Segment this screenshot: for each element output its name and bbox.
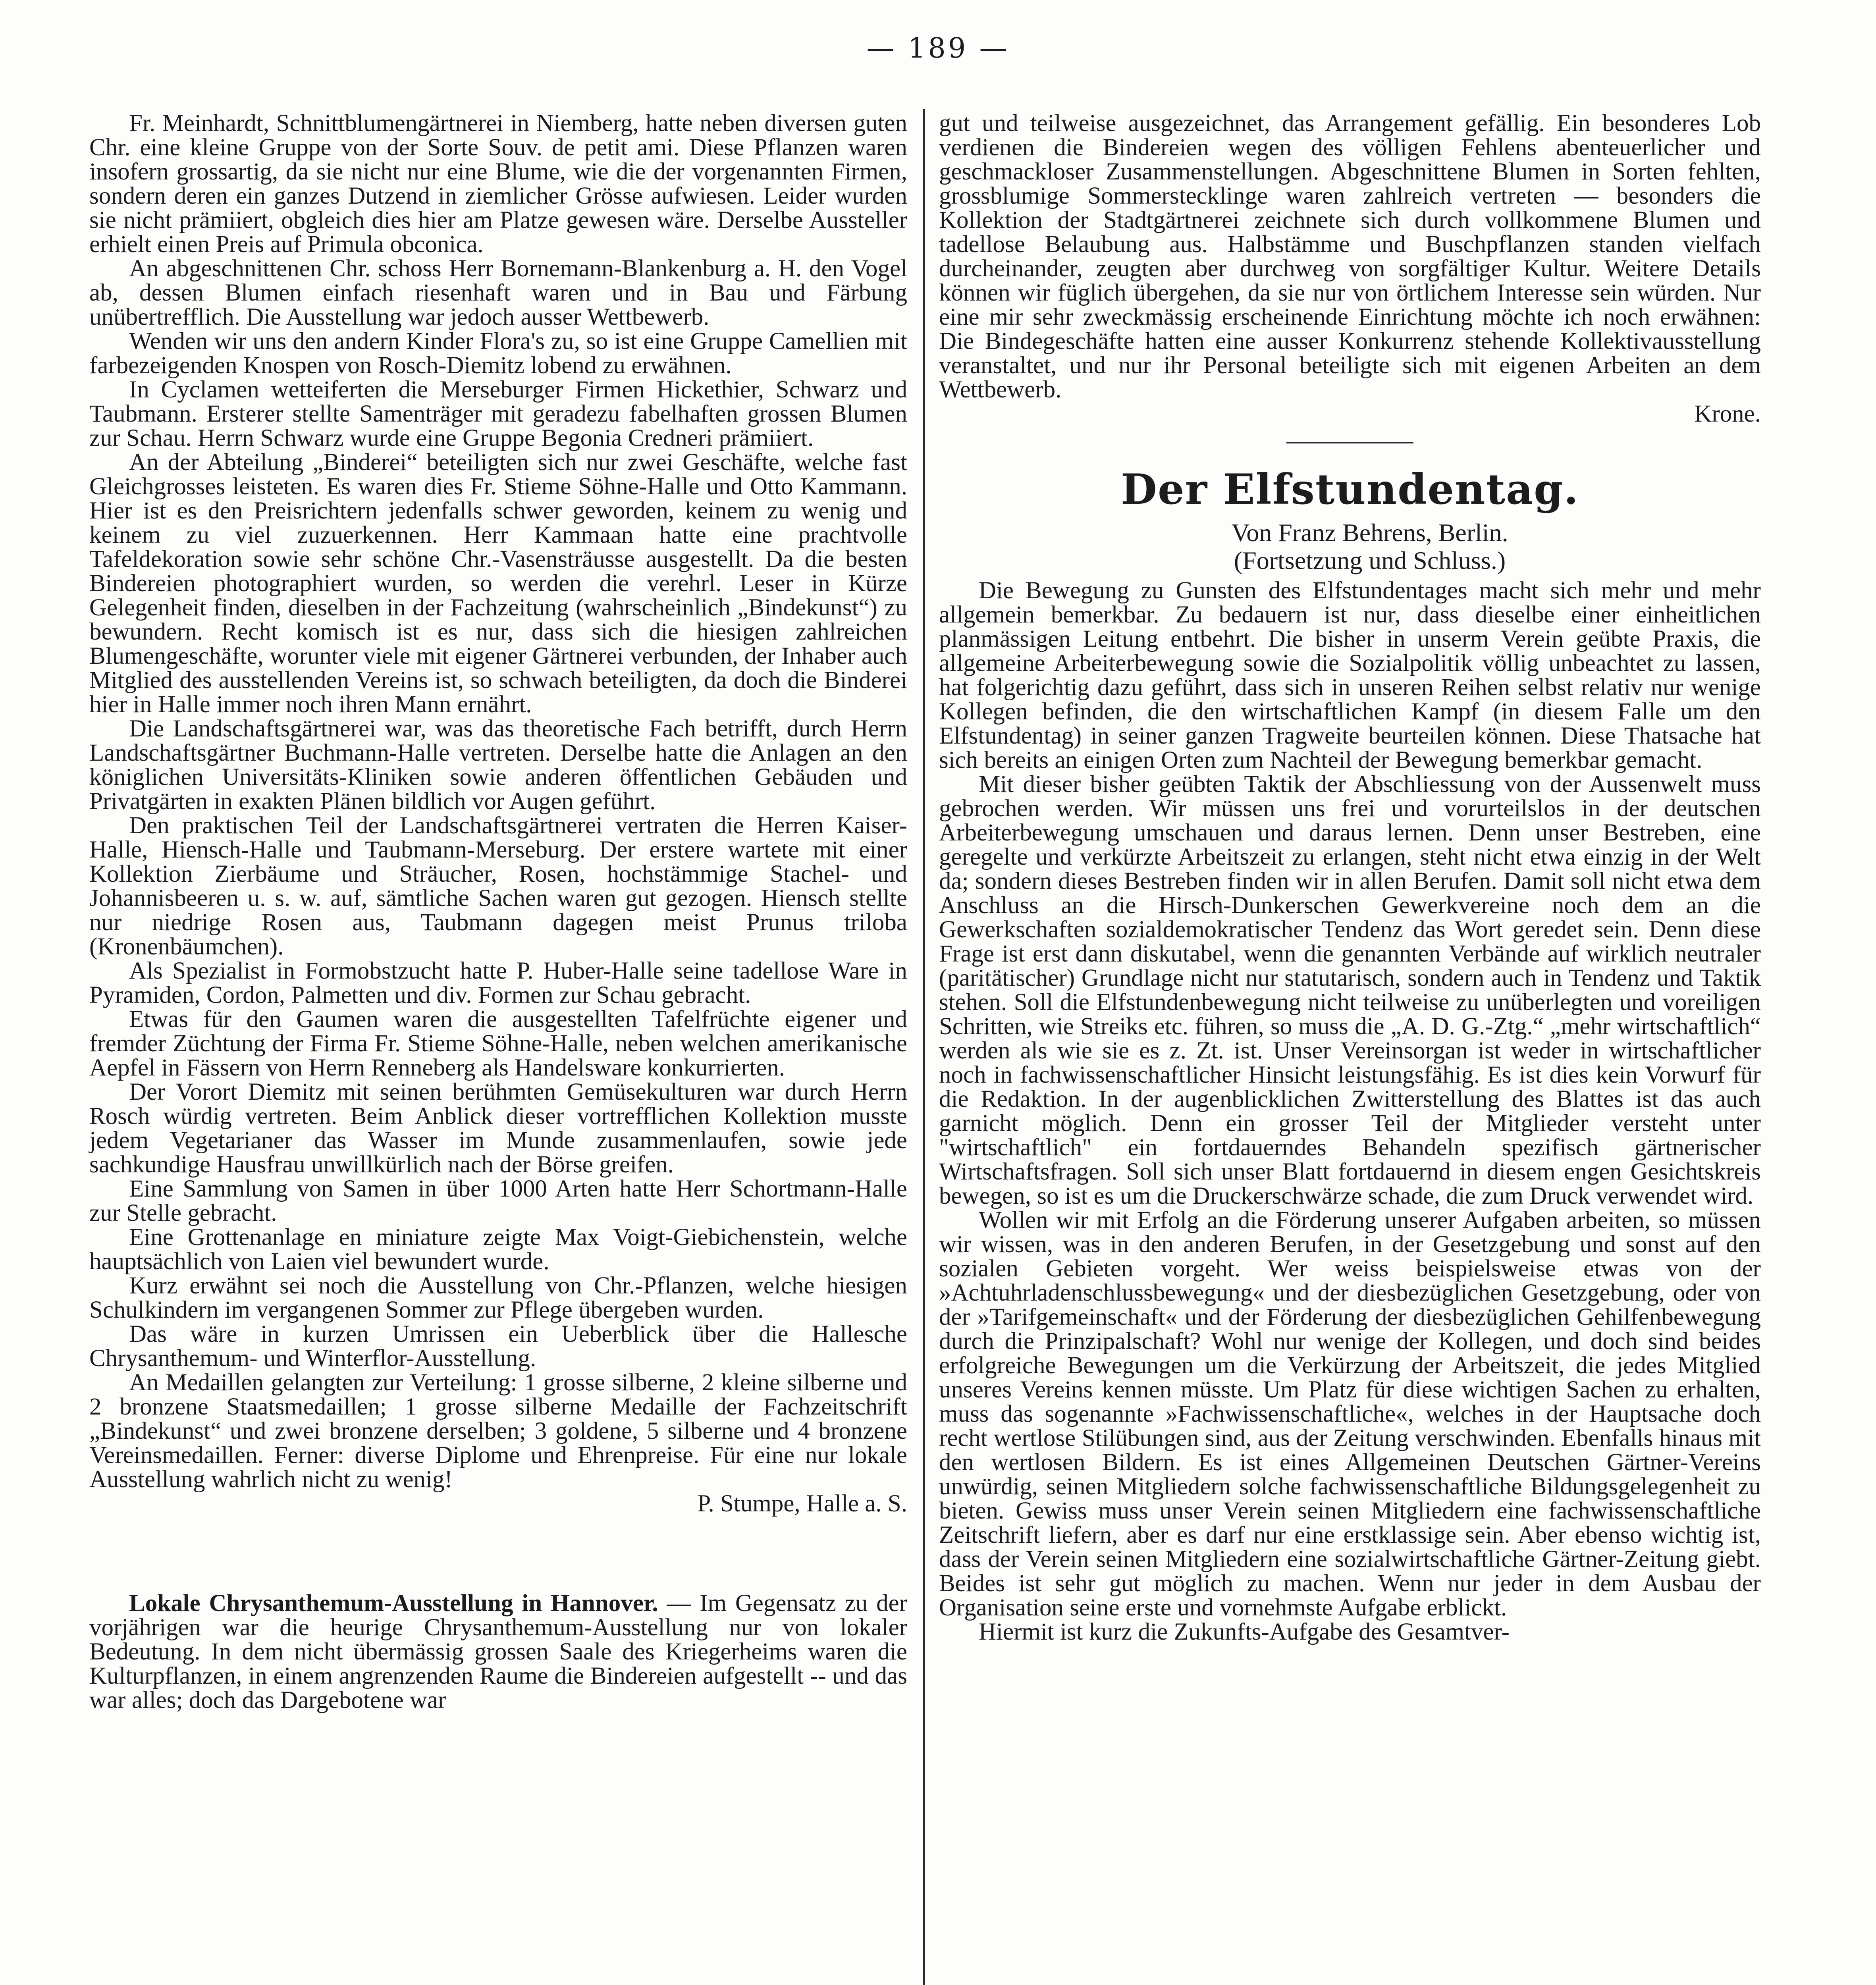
paragraph: In Cyclamen wetteiferten die Merseburger Firmen Hickethier, Schwarz und Taubmann. Ersterer stellte Samenträger mit geradezu fabelhaften grossen Blumen zur Schau. Herrn Schwarz wurde eine Gruppe Begonia Credneri prämiiert. [89,376,907,451]
article-subtitle: (Fortsetzung und Schluss.) [1234,546,1506,574]
section-gap [89,1516,907,1591]
paragraph: Wenden wir uns den andern Kinder Flora's zu, so ist eine Gruppe Camellien mit farbezeigenden Knospen von Rosch-Diemitz lobend zu erwähnen. [89,328,907,379]
paragraph: Fr. Meinhardt, Schnittblumengärtnerei in Niemberg, hatte neben diversen guten Chr. eine kleine Gruppe von der Sorte Souv. de petit ami. Diese Pflanzen waren insofern grossartig, da sie nicht nur eine Blume, wie die der vorgenannten Firmen, sondern deren ein ganzes Dutzend in ziemlicher Grösse aufwiesen. Leider wurden sie nicht prämiiert, obgleich dies hier am Platze gewesen wäre. Derselbe Aussteller erhielt einen Preis auf Primula obconica. [89,110,907,258]
column-divider [923,109,925,1985]
paragraph: Mit dieser bisher geübten Taktik der Abschliessung von der Aussenwelt muss gebrochen werden. Wir müssen uns frei und vorurteilslos in der deutschen Arbeiterbewegung umschauen und daraus lernen. Denn unser Bestreben, eine geregelte und verkürzte Arbeitszeit zu erlangen, steht nicht etwa einzig in der Welt da; sondern dieses Bestreben finden wir in allen Berufen. Damit soll nicht etwa dem Anschluss an die Hirsch-Dunkerschen Gewerkvereine noch dem an die Gewerkschaften sozialdemokratischer Tendenz das Wort geredet sein. Denn diese Frage ist erst dann diskutabel, wenn die genannten Verbände auf wirklich neutraler (paritätischer) Grundlage nicht nur statutarisch, sondern auch in Tendenz und Taktik stehen. Soll die Elfstundenbewegung nicht teilweise zu unüberlegten und voreiligen Schritten, wie Streiks etc. führen, so muss die „A. D. G.-Ztg.“ „mehr wirtschaftlich“ werden als wie sie es z. Zt. ist. Unser Vereinsorgan ist weder in wirtschaftlicher noch in fachwissenschaftlicher Hinsicht leistungsfähig. Es ist dies kein Vorwurf für die Redaktion. In der augenblicklichen Zwitterstellung des Blattes ist das auch garnicht möglich. Denn ein grosser Teil der Mitglieder versteht unter "wirtschaftlich" ein fortdauerndes Behandeln spezifisch gärtnerischer Wirtschaftsfragen. Soll sich unser Blatt fortdauernd in diesem engen Gesichtskreis bewegen, so ist es um die Druckerschwärze schade, die zum Druck verwendet wird. [939,771,1761,1209]
paragraph: Eine Grottenanlage en miniature zeigte Max Voigt-Giebichenstein, welche hauptsächlich von Laien viel bewundert wurde. [89,1224,907,1275]
paragraph: Etwas für den Gaumen waren die ausgestellten Tafelfrüchte eigener und fremder Züchtung der Firma Fr. Stieme Söhne-Halle, neben welchen amerikanische Aepfel in Fässern von Herrn Renneberg als Handelsware konkurrierten. [89,1006,907,1081]
paragraph: gut und teilweise ausgezeichnet, das Arrangement gefällig. Ein besonderes Lob verdienen die Bindereien wegen des völligen Fehlens abenteuerlicher und geschmackloser Zusammenstellungen. Abgeschnittene Blumen in Sorten fehlten, grossblumige Sommerstecklinge waren zahlreich vertreten — besonders die Kollektion der Stadtgärtnerei zeichnete sich durch vollkommene Blumen und tadellose Belaubung aus. Halbstämme und Buschpflanzen standen vielfach durcheinander, zeugten aber durchweg von sorgfältiger Kultur. Weitere Details können wir füglich übergehen, da sie nur von örtlichem Interesse sein würden. Nur eine mir sehr zweckmässig erscheinende Einrichtung möchte ich noch erwähnen: Die Bindegeschäfte hatten eine ausser Konkurrenz stehende Kollektivausstellung veranstaltet, und nur ihr Personal beteiligte sich mit eigenen Arbeiten an dem Wettbewerb. [939,110,1761,403]
section-heading: Lokale Chrysanthemum-Ausstellung in Hannover. — [129,1590,691,1617]
paragraph: Das wäre in kurzen Umrissen ein Ueberblick über die Hallesche Chrysanthemum- und Winterflor-Ausstellung. [89,1321,907,1372]
paragraph: An der Abteilung „Binderei“ beteiligten sich nur zwei Geschäfte, welche fast Gleichgrosses leisteten. Es waren dies Fr. Stieme Söhne-Halle und Otto Kammann. Hier ist es den Preisrichtern jedenfalls schwer geworden, keinem zu wenig und keinem zu viel zuzuerkennen. Herr Kammaan hatte eine prachtvolle Tafeldekoration sowie sehr schöne Chr.-Vasensträusse ausgestellt. Da die besten Bindereien photographiert wurden, so werden die verehrl. Leser in Kürze Gelegenheit finden, dieselben in der Fachzeitung (wahrscheinlich „Bindekunst“) zu bewundern. Recht komisch ist es nur, dass sich die hiesigen zahlreichen Blumengeschäfte, worunter viele mit eigener Gärtnerei verbunden, der Inhaber auch Mitglied des ausstellenden Vereins ist, so schwach beteiligten, da doch die Binderei hier in Halle immer noch ihren Mann ernährt. [89,449,907,718]
paragraph: Die Landschaftsgärtnerei war, was das theoretische Fach betrifft, durch Herrn Landschaftsgärtner Buchmann-Halle vertreten. Derselbe hatte die Anlagen an den königlichen Universitäts-Kliniken sowie anderen öffentlichen Gebäuden und Privatgärten in exakten Plänen bildlich vor Augen geführt. [89,715,907,815]
paragraph: Der Vorort Diemitz mit seinen berühmten Gemüsekulturen war durch Herrn Rosch würdig vertreten. Beim Anblick dieser vortrefflichen Kollektion musste jedem Vegetarianer das Wasser im Munde zusammenlaufen, sowie jede sachkundige Hausfrau unwillkürlich nach der Börse greifen. [89,1079,907,1178]
author-signature: P. Stumpe, Halle a. S. [697,1490,907,1517]
author-signature: Krone. [1694,401,1761,427]
section-divider [1286,442,1413,443]
article-byline: Von Franz Behrens, Berlin. [1231,518,1508,547]
hannover-report [89,1591,907,1712]
paragraph: Hiermit ist kurz die Zukunfts-Aufgabe des Gesamtver- [979,1619,1510,1645]
paragraph: Den praktischen Teil der Landschaftsgärtnerei vertraten die Herren Kaiser-Halle, Hiensch-Halle und Taubmann-Merseburg. Der erstere wartete mit einer Kollektion Zierbäume und Sträucher, Rosen, hochstämmige Stachel- und Johannisbeeren u. s. w. auf, sämtliche Sachen waren gut gezogen. Hiensch stellte nur niedrige Rosen aus, Taubmann dagegen meist Prunus triloba (Kronenbäumchen). [89,812,907,960]
left-column [89,111,907,1712]
right-column [939,111,1761,1644]
paragraph: Wollen wir mit Erfolg an die Förderung unserer Aufgaben arbeiten, so müssen wir wissen, was in den anderen Berufen, in der Gesetzgebung und sonst auf den sozialen Gebieten vorgeht. Wer weiss beispielsweise etwas von der »Achtuhrladenschlussbewegung« und der diesbezüglichen Gesetzgebung, oder von der »Tarifgemeinschaft« und der Förderung der diesbezüglichen Gehilfenbewegung durch die Prinzipalschaft? Wohl nur wenige der Kollegen, und doch sind beides erfolgreiche Bewegungen um die Verkürzung der Arbeitszeit, die jedes Mitglied unseres Vereins kennen müsste. Um Platz für diese wichtigen Sachen zu erhalten, muss das sogenannte »Fachwissenschaftliche«, welches in der Hauptsache doch recht wertlose Stilübungen sind, aus der Zeitung verschwinden. Ebenfalls hinaus mit den wertlosen Bildern. Es ist eines Allgemeinen Deutschen Gärtner-Vereins unwürdig, seinen Mitgliedern solche fachwissenschaftliche Bildungsgelegenheit zu bieten. Gewiss muss unser Verein seinen Mitgliedern eine fachwissenschaftliche Zeitschrift liefern, aber es darf nur eine erstklassige sein. Aber ebenso wichtig ist, dass der Verein seinen Mitgliedern eine sozialwirtschaftliche Gärtner-Zeitung giebt. Beides ist sehr gut möglich zu machen. Wenn nur jeder in dem Ausbau der Organisation seine erste und vornehmste Aufgabe erblickt. [939,1207,1761,1621]
paragraph: An Medaillen gelangten zur Verteilung: 1 grosse silberne, 2 kleine silberne und 2 bronzene Staatsmedaillen; 1 grosse silberne Medaille der Fachzeitschrift „Bindekunst“ und zwei bronzene derselben; 3 goldene, 5 silberne und 4 bronzene Vereinsmedaillen. Ferner: diverse Diplome und Ehrenpreise. Für eine nur lokale Ausstellung wahrlich nicht zu wenig! [89,1369,907,1493]
paragraph: An abgeschnittenen Chr. schoss Herr Bornemann-Blankenburg a. H. den Vogel ab, dessen Blumen einfach riesenhaft waren und in Bau und Färbung unübertrefflich. Die Ausstellung war jedoch ausser Wettbewerb. [89,255,907,330]
article-title: Der Elfstundentag. [1120,464,1579,514]
paragraph-text: Im Gegensatz zu der vorjährigen war die heurige Chrysanthemum-Ausstellung nur von lokaler Bedeutung. In dem nicht übermässig grossen Saale des Kriegerheims waren die Kulturpflanzen, in einem angrenzenden Raume die Bindereien aufgestellt -- und das war alles; doch das Dargebotene war [89,1590,908,1713]
paragraph: Kurz erwähnt sei noch die Ausstellung von Chr.-Pflanzen, welche hiesigen Schulkindern im vergangenen Sommer zur Pflege übergeben wurden. [89,1272,907,1323]
paragraph: Eine Sammlung von Samen in über 1000 Arten hatte Herr Schortmann-Halle zur Stelle gebracht. [89,1176,907,1226]
paragraph: Die Bewegung zu Gunsten des Elfstundentages macht sich mehr und mehr allgemein bemerkbar. Zu bedauern ist nur, dass dieselbe einer einheitlichen planmässigen Leitung entbehrt. Die bisher in unserm Verein geübte Praxis, die allgemeine Arbeiterbewegung sowie die Sozialpolitik völlig unbeachtet zu lassen, hat folgerichtig dazu geführt, dass sich in unseren Reihen selbst relativ nur wenige Kollegen befinden, die den wirtschaftlichen Kampf (in diesem Falle um den Elfstundentag) in seiner ganzen Tragweite beurteilen können. Diese Thatsache hat sich bereits an einigen Orten zum Nachteil der Bewegung bemerkbar gemacht. [939,577,1761,773]
page-number: — 189 — [866,32,1010,64]
paragraph: Als Spezialist in Formobstzucht hatte P. Huber-Halle seine tadellose Ware in Pyramiden, Cordon, Palmetten und div. Formen zur Schau gebracht. [89,958,907,1008]
